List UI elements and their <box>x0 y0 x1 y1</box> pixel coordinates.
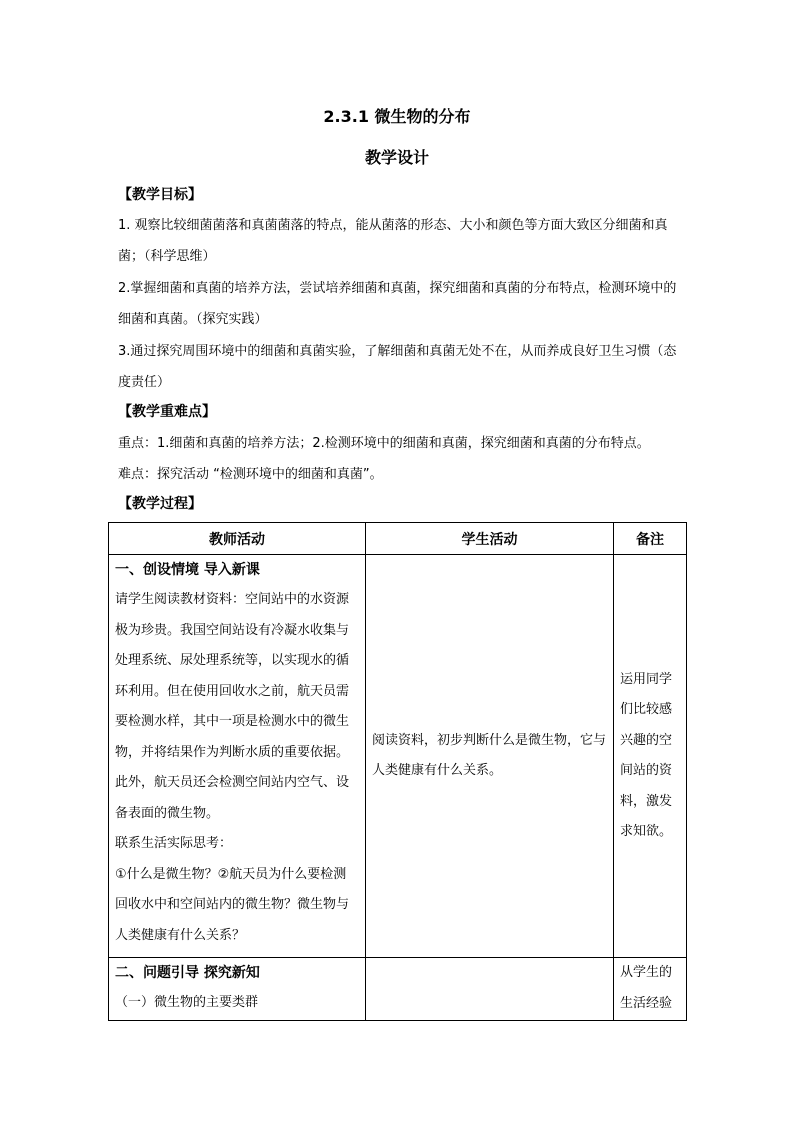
table-row <box>109 958 687 1021</box>
student-activity-cell <box>366 958 614 1021</box>
document-title: 2.3.1 微生物的分布 <box>323 107 471 126</box>
process-heading: 【教学过程】 <box>118 496 202 512</box>
section-heading: 二、问题引导 探究新知 <box>115 965 260 981</box>
note-cell <box>614 958 687 1021</box>
note-cell <box>614 555 687 958</box>
objective-item-1: 1. 观察比较细菌菌落和真菌菌落的特点，能从菌落的形态、大小和颜色等方面大致区分细菌和真菌；（科学思维） <box>118 218 668 264</box>
note-text: 从学生的生活经验 <box>620 965 673 1011</box>
section-heading: 一、创设情境 导入新课 <box>115 562 260 578</box>
key-points-heading: 【教学重难点】 <box>118 404 216 420</box>
table-header-row <box>109 523 687 555</box>
teacher-activity-text: 请学生阅读教材资料：空间站中的水资源极为珍贵。我国空间站设有冷凝水收集与处理系统、尿处理系统等，以实现水的循环利用。但在使用回收水之前，航天员需要检测水样，其中一项是检测水中的微生物，并将结果作为判断水质的重要依据。此外，航天员还会检测空间站内空气、设备表面的微生物。 联系生活实际思考： ①什么是微生物？②航天员为什么要检测回收水中和空间站内的微生物？微生物与人类健康有什么关系？ <box>115 592 350 943</box>
table-row <box>109 555 687 958</box>
teacher-activity-cell <box>109 958 366 1021</box>
teacher-activity-cell <box>109 555 366 958</box>
column-header-note: 备注 <box>614 523 687 555</box>
objective-item-2: 2.掌握细菌和真菌的培养方法，尝试培养细菌和真菌，探究细菌和真菌的分布特点，检测环境中的细菌和真菌。（探究实践） <box>118 281 677 327</box>
student-activity-cell <box>366 555 614 958</box>
teaching-process-table <box>108 522 687 1021</box>
document-subtitle: 教学设计 <box>364 148 429 167</box>
difficult-point-text: 难点：探究活动 “检测环境中的细菌和真菌”。 <box>118 467 383 482</box>
objective-item-3: 3.通过探究周围环境中的细菌和真菌实验，了解细菌和真菌无处不在，从而养成良好卫生习惯（态度责任） <box>118 344 677 390</box>
student-activity-text: 阅读资料，初步判断什么是微生物，它与人类健康有什么关系。 <box>372 732 607 778</box>
key-point-text: 重点：1.细菌和真菌的培养方法；2.检测环境中的细菌和真菌，探究细菌和真菌的分布特点。 <box>118 436 650 451</box>
column-header-teacher: 教师活动 <box>109 523 366 555</box>
teacher-activity-text: （一）微生物的主要类群 <box>115 995 259 1010</box>
objectives-heading: 【教学目标】 <box>118 187 202 203</box>
column-header-student: 学生活动 <box>366 523 614 555</box>
note-text: 运用同学们比较感兴趣的空间站的资料，激发求知欲。 <box>620 671 673 839</box>
